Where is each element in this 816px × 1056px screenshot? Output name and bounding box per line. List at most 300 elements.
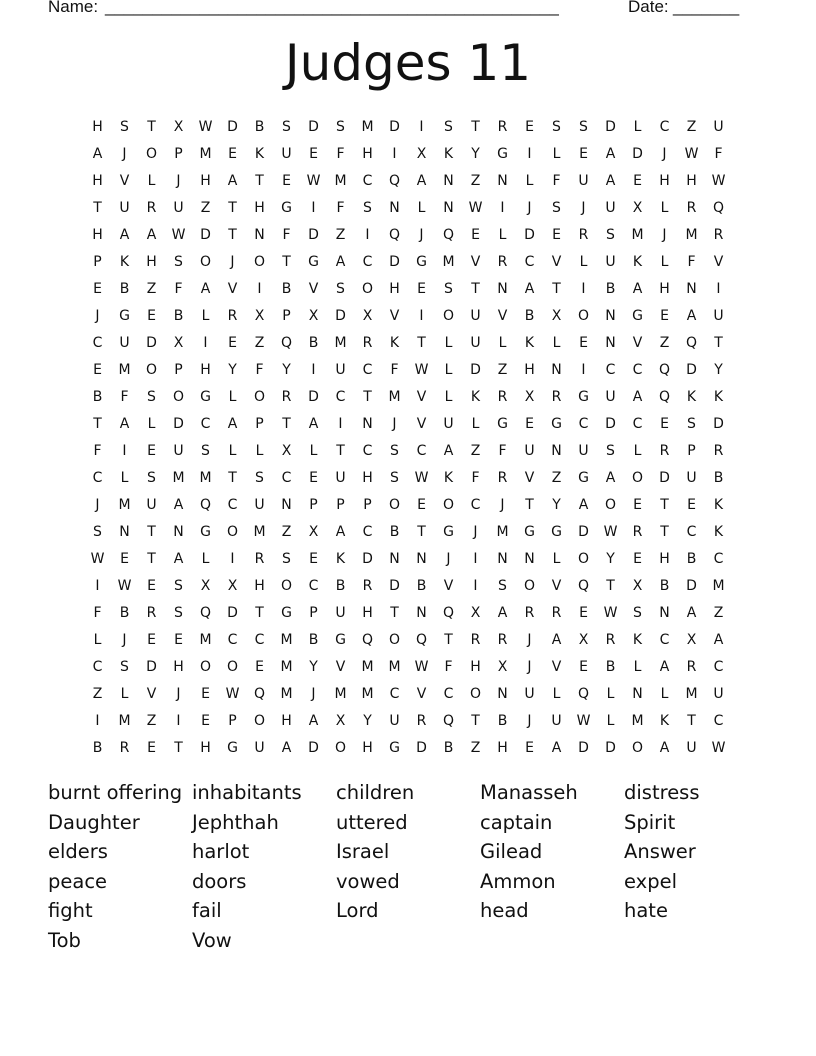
grid-letter[interactable]: L <box>552 145 561 162</box>
grid-letter[interactable]: X <box>632 577 643 594</box>
grid-letter[interactable]: I <box>365 226 370 243</box>
grid-letter[interactable]: Y <box>471 145 480 162</box>
grid-letter[interactable]: I <box>419 307 424 324</box>
name-field-line[interactable]: ________________________________________________ <box>105 0 559 16</box>
grid-letter[interactable]: S <box>174 604 183 621</box>
grid-letter[interactable]: X <box>686 631 697 648</box>
grid-letter[interactable]: B <box>119 604 130 621</box>
grid-letter[interactable]: H <box>281 712 292 729</box>
grid-letter[interactable]: F <box>714 145 723 162</box>
grid-letter[interactable]: V <box>119 172 130 189</box>
grid-letter[interactable]: G <box>578 388 589 405</box>
grid-letter[interactable]: O <box>442 496 455 513</box>
grid-letter[interactable]: O <box>361 280 374 297</box>
grid-letter[interactable]: O <box>577 307 590 324</box>
grid-letter[interactable]: E <box>417 496 426 513</box>
grid-letter[interactable]: D <box>308 226 319 243</box>
grid-letter[interactable]: U <box>119 334 130 351</box>
grid-letter[interactable]: V <box>443 577 454 594</box>
grid-letter[interactable]: C <box>659 118 670 135</box>
grid-letter[interactable]: W <box>414 469 429 486</box>
grid-letter[interactable]: M <box>280 631 293 648</box>
grid-letter[interactable]: V <box>470 253 481 270</box>
grid-letter[interactable]: N <box>497 280 508 297</box>
grid-letter[interactable]: M <box>631 226 644 243</box>
grid-letter[interactable]: I <box>311 361 316 378</box>
grid-letter[interactable]: W <box>171 226 186 243</box>
grid-letter[interactable]: S <box>363 199 372 216</box>
grid-letter[interactable]: A <box>119 415 130 432</box>
grid-letter[interactable]: L <box>147 415 156 432</box>
grid-letter[interactable]: G <box>389 739 400 756</box>
grid-letter[interactable]: U <box>173 199 184 216</box>
grid-letter[interactable]: G <box>227 739 238 756</box>
grid-letter[interactable]: S <box>444 280 453 297</box>
grid-letter[interactable]: O <box>172 388 185 405</box>
grid-letter[interactable]: R <box>281 388 292 405</box>
grid-letter[interactable]: Z <box>713 604 724 621</box>
grid-letter[interactable]: A <box>146 226 157 243</box>
grid-letter[interactable]: U <box>335 469 346 486</box>
grid-letter[interactable]: C <box>362 361 373 378</box>
grid-letter[interactable]: L <box>633 658 642 675</box>
grid-letter[interactable]: A <box>92 145 103 162</box>
grid-letter[interactable]: U <box>578 172 589 189</box>
grid-letter[interactable]: H <box>362 604 373 621</box>
grid-letter[interactable]: G <box>119 307 130 324</box>
grid-letter[interactable]: T <box>255 604 264 621</box>
grid-letter[interactable]: O <box>226 658 239 675</box>
grid-letter[interactable]: J <box>527 712 532 729</box>
grid-letter[interactable]: D <box>605 739 616 756</box>
grid-letter[interactable]: T <box>525 496 534 513</box>
grid-letter[interactable]: G <box>281 199 292 216</box>
grid-letter[interactable]: H <box>254 577 265 594</box>
grid-letter[interactable]: M <box>685 226 698 243</box>
grid-letter[interactable]: P <box>93 253 102 270</box>
grid-letter[interactable]: Q <box>442 712 455 729</box>
grid-letter[interactable]: S <box>390 442 399 459</box>
grid-letter[interactable]: S <box>552 118 561 135</box>
grid-letter[interactable]: A <box>200 280 211 297</box>
grid-letter[interactable]: B <box>92 739 103 756</box>
grid-letter[interactable]: T <box>93 415 102 432</box>
grid-letter[interactable]: C <box>362 442 373 459</box>
grid-letter[interactable]: F <box>174 280 183 297</box>
grid-letter[interactable]: E <box>660 307 669 324</box>
grid-letter[interactable]: C <box>92 334 103 351</box>
grid-letter[interactable]: B <box>281 280 292 297</box>
grid-letter[interactable]: H <box>92 226 103 243</box>
grid-letter[interactable]: C <box>524 253 535 270</box>
grid-letter[interactable]: S <box>633 604 642 621</box>
grid-letter[interactable]: N <box>497 550 508 567</box>
grid-letter[interactable]: V <box>308 280 319 297</box>
grid-letter[interactable]: F <box>93 604 102 621</box>
grid-letter[interactable]: Z <box>281 523 292 540</box>
grid-letter[interactable]: C <box>281 469 292 486</box>
grid-letter[interactable]: J <box>446 550 451 567</box>
grid-letter[interactable]: U <box>605 388 616 405</box>
grid-letter[interactable]: E <box>525 415 534 432</box>
grid-letter[interactable]: P <box>309 604 318 621</box>
grid-letter[interactable]: R <box>713 226 724 243</box>
grid-letter[interactable]: T <box>147 523 156 540</box>
grid-letter[interactable]: M <box>712 577 725 594</box>
grid-letter[interactable]: G <box>200 388 211 405</box>
grid-letter[interactable]: R <box>497 118 508 135</box>
grid-letter[interactable]: S <box>606 226 615 243</box>
grid-letter[interactable]: E <box>633 496 642 513</box>
grid-letter[interactable]: Y <box>552 496 561 513</box>
grid-letter[interactable]: R <box>119 739 130 756</box>
grid-letter[interactable]: N <box>551 361 562 378</box>
grid-letter[interactable]: B <box>686 550 697 567</box>
grid-letter[interactable]: R <box>497 253 508 270</box>
grid-letter[interactable]: S <box>579 118 588 135</box>
grid-letter[interactable]: E <box>174 631 183 648</box>
grid-letter[interactable]: C <box>416 442 427 459</box>
grid-letter[interactable]: T <box>174 739 183 756</box>
grid-letter[interactable]: C <box>254 631 265 648</box>
grid-letter[interactable]: F <box>390 361 399 378</box>
grid-letter[interactable]: R <box>524 604 535 621</box>
grid-letter[interactable]: O <box>334 739 347 756</box>
grid-letter[interactable]: L <box>633 442 642 459</box>
grid-letter[interactable]: X <box>416 145 427 162</box>
grid-letter[interactable]: U <box>713 118 724 135</box>
grid-letter[interactable]: E <box>228 334 237 351</box>
grid-letter[interactable]: A <box>497 604 508 621</box>
grid-letter[interactable]: A <box>551 739 562 756</box>
grid-letter[interactable]: R <box>632 523 643 540</box>
grid-letter[interactable]: V <box>551 658 562 675</box>
grid-letter[interactable]: O <box>442 307 455 324</box>
grid-letter[interactable]: F <box>336 145 345 162</box>
grid-letter[interactable]: T <box>93 199 102 216</box>
grid-letter[interactable]: C <box>470 496 481 513</box>
grid-letter[interactable]: L <box>552 685 561 702</box>
grid-letter[interactable]: J <box>527 631 532 648</box>
grid-letter[interactable]: L <box>579 253 588 270</box>
grid-letter[interactable]: R <box>605 631 616 648</box>
grid-letter[interactable]: Q <box>577 577 590 594</box>
grid-letter[interactable]: I <box>716 280 721 297</box>
grid-letter[interactable]: X <box>308 307 319 324</box>
grid-letter[interactable]: M <box>334 685 347 702</box>
grid-letter[interactable]: R <box>470 631 481 648</box>
grid-letter[interactable]: A <box>578 496 589 513</box>
grid-letter[interactable]: K <box>119 253 130 270</box>
grid-letter[interactable]: K <box>713 523 724 540</box>
grid-letter[interactable]: S <box>174 253 183 270</box>
grid-letter[interactable]: R <box>497 469 508 486</box>
grid-letter[interactable]: R <box>686 658 697 675</box>
grid-letter[interactable]: L <box>201 550 210 567</box>
grid-letter[interactable]: D <box>605 415 616 432</box>
grid-letter[interactable]: T <box>147 118 156 135</box>
grid-letter[interactable]: W <box>603 604 618 621</box>
grid-letter[interactable]: D <box>389 577 400 594</box>
grid-letter[interactable]: G <box>524 523 535 540</box>
grid-letter[interactable]: T <box>444 631 453 648</box>
grid-letter[interactable]: M <box>496 523 509 540</box>
grid-letter[interactable]: Q <box>388 172 401 189</box>
grid-letter[interactable]: M <box>118 361 131 378</box>
grid-letter[interactable]: L <box>120 469 129 486</box>
grid-letter[interactable]: Q <box>361 631 374 648</box>
grid-letter[interactable]: B <box>308 631 319 648</box>
grid-letter[interactable]: N <box>173 523 184 540</box>
grid-letter[interactable]: M <box>253 523 266 540</box>
grid-letter[interactable]: T <box>606 577 615 594</box>
grid-letter[interactable]: E <box>687 496 696 513</box>
grid-letter[interactable]: D <box>389 253 400 270</box>
grid-letter[interactable]: U <box>443 415 454 432</box>
grid-letter[interactable]: A <box>605 145 616 162</box>
grid-letter[interactable]: W <box>198 118 213 135</box>
grid-letter[interactable]: D <box>227 604 238 621</box>
grid-letter[interactable]: M <box>361 118 374 135</box>
grid-letter[interactable]: H <box>659 172 670 189</box>
grid-letter[interactable]: Y <box>282 361 291 378</box>
grid-letter[interactable]: U <box>524 685 535 702</box>
grid-letter[interactable]: N <box>389 550 400 567</box>
grid-letter[interactable]: O <box>253 712 266 729</box>
grid-letter[interactable]: A <box>524 280 535 297</box>
grid-letter[interactable]: E <box>255 658 264 675</box>
grid-letter[interactable]: S <box>120 118 129 135</box>
grid-letter[interactable]: X <box>632 199 643 216</box>
grid-letter[interactable]: N <box>119 523 130 540</box>
grid-letter[interactable]: U <box>713 307 724 324</box>
grid-letter[interactable]: H <box>389 280 400 297</box>
grid-letter[interactable]: V <box>632 334 643 351</box>
grid-letter[interactable]: E <box>579 658 588 675</box>
grid-letter[interactable]: Z <box>551 469 562 486</box>
grid-letter[interactable]: I <box>203 334 208 351</box>
grid-letter[interactable]: L <box>147 172 156 189</box>
grid-letter[interactable]: S <box>444 118 453 135</box>
grid-letter[interactable]: X <box>254 307 265 324</box>
grid-letter[interactable]: A <box>173 550 184 567</box>
grid-letter[interactable]: M <box>685 685 698 702</box>
grid-letter[interactable]: U <box>686 739 697 756</box>
grid-letter[interactable]: T <box>417 523 426 540</box>
grid-letter[interactable]: N <box>389 199 400 216</box>
grid-letter[interactable]: D <box>659 469 670 486</box>
grid-letter[interactable]: A <box>308 415 319 432</box>
grid-letter[interactable]: O <box>469 685 482 702</box>
grid-letter[interactable]: I <box>122 442 127 459</box>
grid-letter[interactable]: J <box>473 523 478 540</box>
grid-letter[interactable]: F <box>282 226 291 243</box>
grid-letter[interactable]: O <box>388 631 401 648</box>
grid-letter[interactable]: L <box>498 226 507 243</box>
grid-letter[interactable]: D <box>335 307 346 324</box>
grid-letter[interactable]: S <box>552 199 561 216</box>
grid-letter[interactable]: I <box>257 280 262 297</box>
grid-letter[interactable]: V <box>713 253 724 270</box>
grid-letter[interactable]: G <box>497 415 508 432</box>
grid-letter[interactable]: L <box>444 388 453 405</box>
grid-letter[interactable]: L <box>444 361 453 378</box>
grid-letter[interactable]: C <box>362 253 373 270</box>
grid-letter[interactable]: T <box>363 388 372 405</box>
grid-letter[interactable]: C <box>443 685 454 702</box>
grid-letter[interactable]: U <box>578 442 589 459</box>
grid-letter[interactable]: E <box>201 685 210 702</box>
grid-letter[interactable]: R <box>686 199 697 216</box>
grid-letter[interactable]: W <box>711 739 726 756</box>
grid-letter[interactable]: M <box>118 496 131 513</box>
grid-letter[interactable]: U <box>254 496 265 513</box>
grid-letter[interactable]: W <box>225 685 240 702</box>
grid-letter[interactable]: L <box>93 631 102 648</box>
grid-letter[interactable]: B <box>173 307 184 324</box>
grid-letter[interactable]: F <box>687 253 696 270</box>
grid-letter[interactable]: T <box>228 226 237 243</box>
grid-letter[interactable]: Z <box>92 685 103 702</box>
grid-letter[interactable]: P <box>228 712 237 729</box>
grid-letter[interactable]: I <box>311 199 316 216</box>
grid-letter[interactable]: O <box>145 361 158 378</box>
grid-letter[interactable]: E <box>201 712 210 729</box>
grid-letter[interactable]: L <box>633 118 642 135</box>
grid-letter[interactable]: U <box>335 361 346 378</box>
grid-letter[interactable]: T <box>390 604 399 621</box>
grid-letter[interactable]: V <box>389 307 400 324</box>
grid-letter[interactable]: D <box>605 118 616 135</box>
grid-letter[interactable]: D <box>713 415 724 432</box>
grid-letter[interactable]: Z <box>470 442 481 459</box>
grid-letter[interactable]: X <box>308 523 319 540</box>
grid-letter[interactable]: O <box>523 577 536 594</box>
grid-letter[interactable]: O <box>145 145 158 162</box>
grid-letter[interactable]: B <box>92 388 103 405</box>
grid-letter[interactable]: E <box>579 604 588 621</box>
grid-letter[interactable]: A <box>686 604 697 621</box>
grid-letter[interactable]: X <box>551 307 562 324</box>
grid-letter[interactable]: E <box>147 577 156 594</box>
grid-letter[interactable]: I <box>581 361 586 378</box>
grid-letter[interactable]: H <box>200 361 211 378</box>
grid-letter[interactable]: O <box>280 577 293 594</box>
grid-letter[interactable]: E <box>525 739 534 756</box>
grid-letter[interactable]: Q <box>577 685 590 702</box>
grid-letter[interactable]: E <box>93 280 102 297</box>
grid-letter[interactable]: S <box>498 577 507 594</box>
grid-letter[interactable]: J <box>527 658 532 675</box>
grid-letter[interactable]: Q <box>442 226 455 243</box>
grid-letter[interactable]: D <box>308 118 319 135</box>
grid-letter[interactable]: L <box>444 334 453 351</box>
grid-letter[interactable]: U <box>686 469 697 486</box>
grid-letter[interactable]: X <box>335 712 346 729</box>
grid-letter[interactable]: E <box>147 442 156 459</box>
grid-letter[interactable]: Q <box>253 685 266 702</box>
grid-letter[interactable]: Q <box>712 199 725 216</box>
grid-letter[interactable]: A <box>605 469 616 486</box>
grid-letter[interactable]: T <box>255 172 264 189</box>
grid-letter[interactable]: J <box>122 145 127 162</box>
grid-letter[interactable]: A <box>713 631 724 648</box>
grid-letter[interactable]: W <box>711 172 726 189</box>
grid-letter[interactable]: I <box>419 118 424 135</box>
grid-letter[interactable]: M <box>199 469 212 486</box>
grid-letter[interactable]: D <box>146 334 157 351</box>
grid-letter[interactable]: E <box>309 469 318 486</box>
grid-letter[interactable]: P <box>255 415 264 432</box>
grid-letter[interactable]: M <box>280 685 293 702</box>
grid-letter[interactable]: Y <box>363 712 372 729</box>
grid-letter[interactable]: U <box>713 685 724 702</box>
grid-letter[interactable]: O <box>253 388 266 405</box>
grid-letter[interactable]: C <box>713 712 724 729</box>
grid-letter[interactable]: A <box>173 496 184 513</box>
grid-letter[interactable]: N <box>443 199 454 216</box>
grid-letter[interactable]: O <box>388 496 401 513</box>
grid-letter[interactable]: D <box>524 226 535 243</box>
grid-letter[interactable]: O <box>226 523 239 540</box>
grid-letter[interactable]: J <box>230 253 235 270</box>
grid-letter[interactable]: A <box>659 739 670 756</box>
grid-letter[interactable]: E <box>633 550 642 567</box>
grid-letter[interactable]: D <box>362 550 373 567</box>
grid-letter[interactable]: V <box>335 658 346 675</box>
grid-letter[interactable]: Z <box>335 226 346 243</box>
grid-letter[interactable]: A <box>416 172 427 189</box>
grid-letter[interactable]: C <box>632 415 643 432</box>
grid-letter[interactable]: M <box>118 712 131 729</box>
grid-letter[interactable]: K <box>389 334 400 351</box>
grid-letter[interactable]: E <box>228 145 237 162</box>
grid-letter[interactable]: B <box>308 334 319 351</box>
grid-letter[interactable]: E <box>282 172 291 189</box>
grid-letter[interactable]: H <box>524 361 535 378</box>
grid-letter[interactable]: E <box>579 145 588 162</box>
grid-letter[interactable]: R <box>227 307 238 324</box>
grid-letter[interactable]: O <box>253 253 266 270</box>
grid-letter[interactable]: D <box>686 577 697 594</box>
grid-letter[interactable]: L <box>120 685 129 702</box>
grid-letter[interactable]: C <box>200 415 211 432</box>
grid-letter[interactable]: A <box>551 631 562 648</box>
grid-letter[interactable]: V <box>227 280 238 297</box>
grid-letter[interactable]: E <box>147 307 156 324</box>
grid-letter[interactable]: J <box>500 496 505 513</box>
grid-letter[interactable]: L <box>417 199 426 216</box>
grid-letter[interactable]: F <box>552 172 561 189</box>
grid-letter[interactable]: Z <box>146 712 157 729</box>
grid-letter[interactable]: H <box>92 118 103 135</box>
grid-letter[interactable]: I <box>338 415 343 432</box>
grid-letter[interactable]: T <box>660 523 669 540</box>
grid-letter[interactable]: O <box>631 469 644 486</box>
grid-letter[interactable]: I <box>95 712 100 729</box>
grid-letter[interactable]: C <box>713 550 724 567</box>
grid-letter[interactable]: Z <box>659 334 670 351</box>
grid-letter[interactable]: D <box>227 118 238 135</box>
grid-letter[interactable]: C <box>389 685 400 702</box>
grid-letter[interactable]: N <box>632 685 643 702</box>
grid-letter[interactable]: W <box>468 199 483 216</box>
grid-letter[interactable]: T <box>228 199 237 216</box>
grid-letter[interactable]: C <box>686 523 697 540</box>
grid-letter[interactable]: E <box>120 550 129 567</box>
grid-letter[interactable]: C <box>92 469 103 486</box>
grid-letter[interactable]: S <box>93 523 102 540</box>
